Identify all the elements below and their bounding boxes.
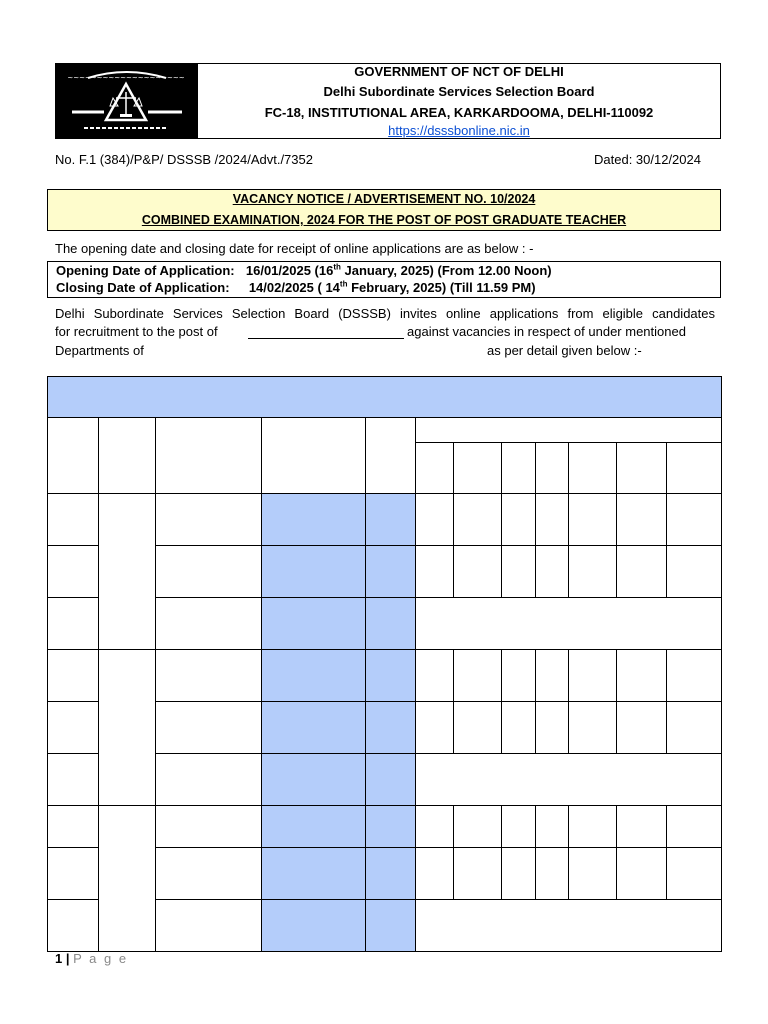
table-header-row (48, 418, 722, 443)
page-number: 1 (55, 951, 63, 966)
closing-date-label: Closing Date of Application: (56, 280, 230, 295)
table-cell (536, 650, 569, 702)
table-cell (454, 806, 502, 848)
table-cell (667, 650, 722, 702)
header-address: FC-18, INSTITUTIONAL AREA, KARKARDOOMA, DELHI-110092 (264, 105, 654, 120)
body-line-1: Delhi Subordinate Services Selection Board (DSSSB) invites online applications from eligible candidates (55, 306, 715, 321)
closing-date-rest: February, 2025) (Till 11.59 PM) (347, 280, 536, 295)
table-cell (569, 702, 617, 754)
table-cell (48, 650, 99, 702)
table-row (48, 650, 722, 702)
notice-title: VACANCY NOTICE / ADVERTISEMENT NO. 10/2024 (232, 192, 536, 206)
table-cell (156, 848, 262, 900)
table-cell (617, 848, 667, 900)
header-group-cell (416, 418, 722, 443)
table-cell (667, 546, 722, 598)
header-cell (156, 418, 262, 494)
website-link[interactable]: https://dsssbonline.nic.in (388, 123, 530, 138)
page-word: P a g e (73, 951, 129, 966)
body-line-3b: as per detail given below :- (487, 343, 642, 358)
table-cell (454, 546, 502, 598)
opening-date-sup: th (333, 262, 341, 272)
table-cell (502, 806, 536, 848)
notice-subtitle: COMBINED EXAMINATION, 2024 FOR THE POST OF POST GRADUATE TEACHER (141, 213, 627, 227)
table-cell (416, 900, 722, 952)
table-cell (569, 494, 617, 546)
table-cell (262, 494, 366, 546)
table-cell (262, 900, 366, 952)
table-cell (156, 494, 262, 546)
table-cell (366, 546, 416, 598)
subheader-cell (502, 443, 536, 494)
table-cell (366, 848, 416, 900)
table-cell (617, 806, 667, 848)
table-cell (262, 546, 366, 598)
table-cell (416, 598, 722, 650)
table-cell (262, 806, 366, 848)
table-cell (617, 702, 667, 754)
table-row (48, 806, 722, 848)
header-cell (366, 418, 416, 494)
opening-date-part: 16/01/2025 (16 (245, 263, 334, 278)
body-line-2b: against vacancies in respect of under mentioned (407, 324, 686, 339)
table-cell (156, 754, 262, 806)
table-cell (48, 806, 99, 848)
table-cell (99, 494, 156, 650)
table-cell (262, 598, 366, 650)
closing-date-value (249, 280, 536, 295)
header-government: GOVERNMENT OF NCT OF DELHI (354, 64, 564, 79)
subheader-cell (454, 443, 502, 494)
table-cell (502, 650, 536, 702)
closing-date-sup: th (339, 279, 348, 289)
table-cell (536, 702, 569, 754)
table-cell (262, 754, 366, 806)
subheader-cell (569, 443, 617, 494)
table-cell (617, 494, 667, 546)
body-line-2a: for recruitment to the post of (55, 324, 218, 339)
opening-date-rest: January, 2025) (From 12.00 Noon) (340, 263, 552, 278)
table-cell (156, 806, 262, 848)
table-cell (536, 494, 569, 546)
table-cell (416, 650, 454, 702)
table-cell (569, 806, 617, 848)
table-cell (156, 900, 262, 952)
table-cell (366, 650, 416, 702)
table-cell (262, 848, 366, 900)
post-name-blank (248, 338, 404, 339)
table-cell (366, 900, 416, 952)
table-cell (48, 702, 99, 754)
header-cell (99, 418, 156, 494)
table-cell (416, 754, 722, 806)
table-cell (502, 546, 536, 598)
table-cell (667, 806, 722, 848)
table-cell (454, 702, 502, 754)
table-cell (366, 702, 416, 754)
table-cell (667, 848, 722, 900)
table-cell (667, 702, 722, 754)
vacancy-table (47, 376, 722, 952)
page-separator: | (65, 951, 70, 966)
table-cell (262, 702, 366, 754)
body-line-3a: Departments of (55, 343, 144, 358)
reference-date: Dated: 30/12/2024 (594, 152, 701, 167)
table-cell (536, 848, 569, 900)
table-cell (48, 598, 99, 650)
table-cell (454, 848, 502, 900)
table-cell (416, 702, 454, 754)
table-row (48, 494, 722, 546)
svg-text:~~~~~~~~~~~~~~~~~~~~: ~~~~~~~~~~~~~~~~~~~~ (67, 74, 185, 82)
opening-date-value (246, 263, 552, 278)
table-cell (569, 848, 617, 900)
table-cell (366, 494, 416, 546)
table-cell (366, 598, 416, 650)
table-cell (48, 754, 99, 806)
table-cell (502, 494, 536, 546)
table-cell (667, 494, 722, 546)
table-cell (156, 598, 262, 650)
subheader-cell (416, 443, 454, 494)
header-cell (262, 418, 366, 494)
table-cell (569, 546, 617, 598)
table-cell (416, 546, 454, 598)
table-cell (156, 650, 262, 702)
subheader-cell (536, 443, 569, 494)
subheader-cell (667, 443, 722, 494)
table-cell (617, 650, 667, 702)
closing-date-part: 14/02/2025 ( 14 (248, 280, 340, 295)
table-cell (536, 546, 569, 598)
table-cell (416, 848, 454, 900)
table-cell (569, 650, 617, 702)
opening-date-label: Opening Date of Application: (56, 263, 235, 278)
table-cell (502, 848, 536, 900)
table-cell (48, 494, 99, 546)
table-cell (502, 702, 536, 754)
table-cell (416, 806, 454, 848)
table-cell (454, 650, 502, 702)
table-cell (99, 806, 156, 952)
subheader-cell (617, 443, 667, 494)
intro-text: The opening date and closing date for receipt of online applications are as below : - (55, 241, 534, 256)
opening-date (56, 262, 552, 279)
dsssb-logo (56, 64, 197, 138)
page-footer (55, 950, 128, 968)
table-cell (366, 806, 416, 848)
table-cell (156, 546, 262, 598)
table-cell (416, 494, 454, 546)
table-title-cell (48, 377, 722, 418)
table-cell (99, 650, 156, 806)
table-title-row (48, 377, 722, 418)
table-cell (156, 702, 262, 754)
header-board-name: Delhi Subordinate Services Selection Board (323, 84, 595, 99)
reference-number: No. F.1 (384)/P&P/ DSSSB /2024/Advt./7352 (55, 152, 313, 167)
table-cell (48, 848, 99, 900)
table-cell (536, 806, 569, 848)
table-cell (366, 754, 416, 806)
header-cell (48, 418, 99, 494)
table-cell (48, 900, 99, 952)
closing-date (56, 279, 536, 296)
table-cell (262, 650, 366, 702)
table-cell (48, 546, 99, 598)
table-cell (454, 494, 502, 546)
table-cell (617, 546, 667, 598)
